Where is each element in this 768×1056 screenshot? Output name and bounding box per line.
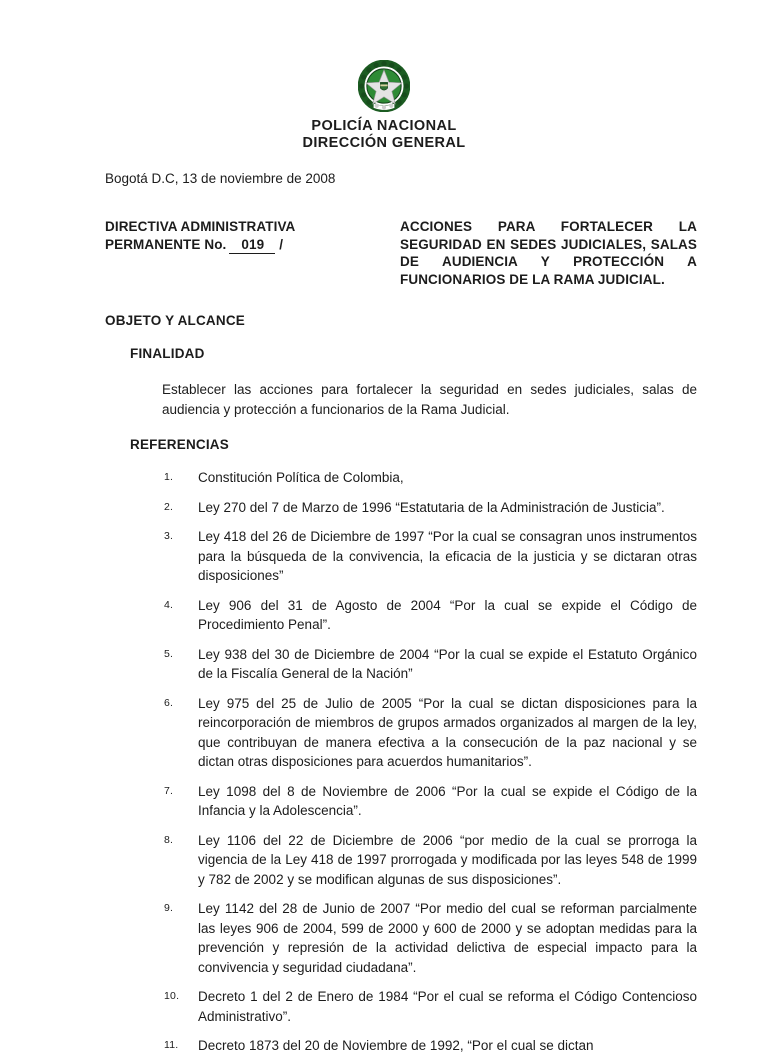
reference-text: Ley 418 del 26 de Diciembre de 1997 “Por la cual se consagran unos instrumentos para la búsqueda de la convivencia, la eficacia de la justicia y se dictaran otras disposiciones” (198, 529, 697, 583)
paragraph-finalidad: Establecer las acciones para fortalecer la seguridad en sedes judiciales, salas de audiencia y protección a funcionarios de la Rama Judicial. (162, 382, 697, 417)
reference-item (162, 498, 697, 518)
reference-number: 6. (164, 696, 174, 709)
reference-number: 3. (164, 530, 174, 542)
reference-text: Ley 1142 del 28 de Junio de 2007 “Por medio del cual se reforman parcialmente las leyes 906 de 2004, 599 de 2000 y 600 de 2000 y se adoptan medidas para la prevención y represión de la actividad delictiva de especial impacto para la convivencia y seguridad ciudadana”. (198, 901, 697, 975)
directive-subject: ACCIONES PARA FORTALECER LA SEGURIDAD EN SEDES JUDICIALES, SALAS DE AUDIENCIA Y PROTECCIÓN A FUNCIONARIOS DE LA RAMA JUDICIAL. (400, 219, 697, 287)
directive-identifier (105, 218, 400, 254)
reference-text: Decreto 1 del 2 de Enero de 1984 “Por el cual se reforma el Código Contencioso Administrativo”. (198, 989, 697, 1024)
reference-number: 11. (164, 1039, 179, 1051)
reference-number: 10. (164, 990, 180, 1002)
directive-header-row (105, 218, 697, 288)
heading-objeto-y-alcance: OBJETO Y ALCANCE (105, 313, 245, 328)
document-body (105, 171, 697, 1056)
reference-item (162, 1036, 697, 1056)
reference-text: Ley 270 del 7 de Marzo de 1996 “Estatutaria de la Administración de Justicia”. (198, 499, 665, 515)
reference-text: Decreto 1873 del 20 de Noviembre de 1992, “Por el cual se dictan (198, 1038, 594, 1053)
reference-text: Ley 938 del 30 de Diciembre de 2004 “Por la cual se expide el Estatuto Orgánico de la Fiscalía General de la Nación” (198, 646, 697, 681)
dateline: Bogotá D.C, 13 de noviembre de 2008 (105, 171, 336, 186)
reference-text: Constitución Política de Colombia, (198, 470, 404, 485)
letterhead (0, 0, 768, 151)
reference-number: 5. (164, 647, 174, 660)
directive-number-label: PERMANENTE No. (105, 236, 227, 252)
reference-number: 2. (164, 500, 174, 513)
organization-line-2: DIRECCIÓN GENERAL (302, 134, 466, 151)
reference-item (162, 782, 697, 821)
reference-text: Ley 1098 del 8 de Noviembre de 2006 “Por la cual se expide el Código de la Infancia y la Adolescencia”. (198, 783, 697, 818)
reference-item (162, 899, 697, 977)
heading-finalidad: FINALIDAD (130, 346, 205, 361)
directive-number-value: 019 (229, 236, 275, 255)
referencias-list (162, 468, 697, 1056)
policia-nacional-crest-icon (358, 60, 410, 112)
heading-referencias: REFERENCIAS (130, 437, 229, 452)
reference-item (162, 596, 697, 635)
reference-item (162, 987, 697, 1026)
reference-number: 4. (164, 598, 174, 611)
reference-number: 1. (164, 471, 174, 483)
reference-text: Ley 1106 del 22 de Diciembre de 2006 “por medio de la cual se prorroga la vigencia de la Ley 418 de 1997 prorrogada y modificada por las leyes 548 de 1999 y 782 de 2002 y se modifican algunas de sus disposiciones”. (198, 832, 697, 887)
reference-text: Ley 906 del 31 de Agosto de 2004 “Por la cual se expide el Código de Procedimiento Penal”. (198, 597, 697, 632)
organization-line-1: POLICÍA NACIONAL (311, 118, 457, 134)
directive-number-line (105, 236, 400, 255)
reference-number: 9. (164, 902, 174, 914)
directive-type-line: DIRECTIVA ADMINISTRATIVA (105, 219, 296, 234)
organization-name (0, 118, 768, 151)
reference-item (162, 468, 697, 488)
reference-item (162, 694, 697, 772)
reference-item (162, 831, 697, 890)
reference-text: Ley 975 del 25 de Julio de 2005 “Por la cual se dictan disposiciones para la reincorporación de miembros de grupos armados organizados al margen de la ley, que contribuyan de manera efectiva a la consecución de la paz nacional y se dictan otras disposiciones para acuerdos humanitarios”. (198, 695, 697, 769)
reference-item (162, 527, 697, 586)
directive-number-suffix: / (279, 236, 284, 252)
reference-item (162, 645, 697, 684)
reference-number: 8. (164, 833, 174, 846)
reference-number: 7. (164, 784, 174, 797)
